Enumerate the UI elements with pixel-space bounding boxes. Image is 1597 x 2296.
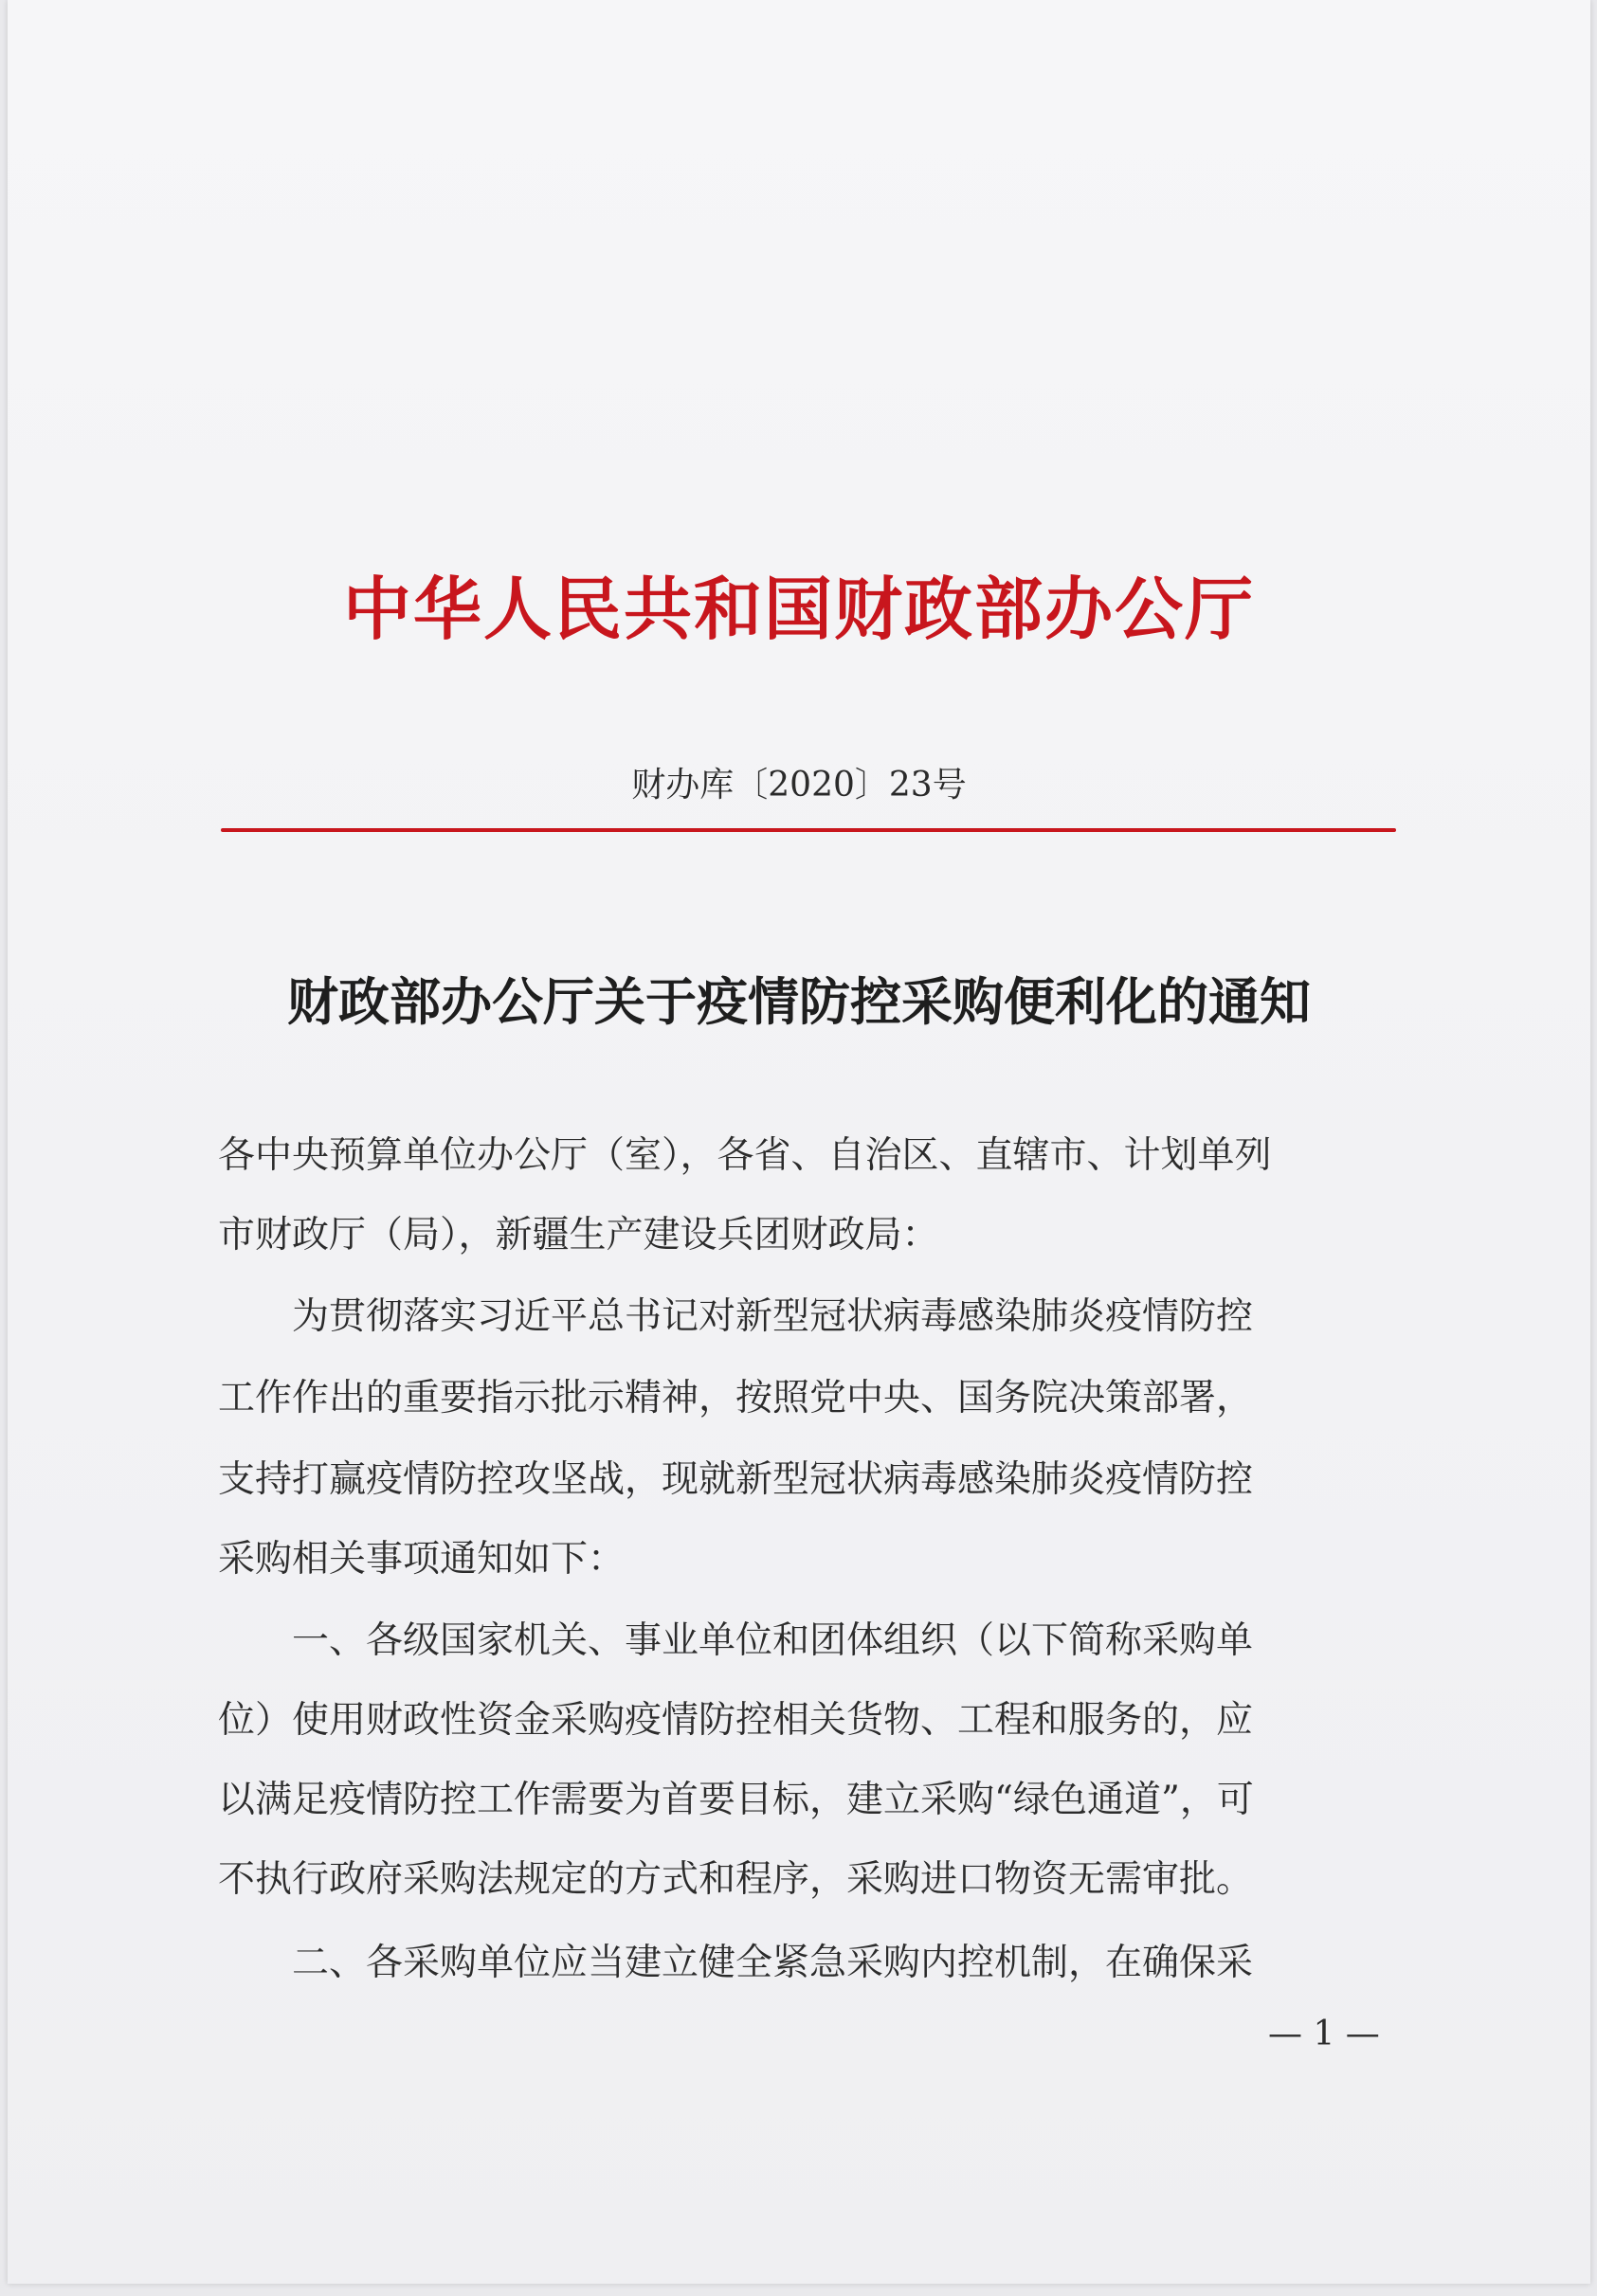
document-title: 财政部办公厅关于疫情防控采购便利化的通知 (287, 971, 1311, 1032)
body-line: 一、各级国家机关、事业单位和团体组织（以下简称采购单 (218, 1619, 1254, 1662)
body-line: 采购相关事项通知如下： (218, 1538, 626, 1581)
body-line: 以满足疫情防控工作需要为首要目标，建立采购“绿色通道”，可 (218, 1779, 1254, 1821)
red-separator-line (221, 828, 1396, 832)
body-line: 二、各采购单位应当建立健全紧急采购内控机制，在确保采 (218, 1942, 1254, 1984)
issuer-letterhead: 中华人民共和国财政部办公厅 (342, 569, 1255, 649)
body-line: 工作作出的重要指示批示精神，按照党中央、国务院决策部署， (218, 1377, 1254, 1419)
body-line: 为贯彻落实习近平总书记对新型冠状病毒感染肺炎疫情防控 (218, 1295, 1254, 1338)
body-line: 市财政厅（局），新疆生产建设兵团财政局： (218, 1214, 939, 1256)
body-line: 支持打赢疫情防控攻坚战，现就新型冠状病毒感染肺炎疫情防控 (218, 1458, 1254, 1501)
body-line: 不执行政府采购法规定的方式和程序，采购进口物资无需审批。 (218, 1858, 1254, 1901)
body-line: 位）使用财政性资金采购疫情防控相关货物、工程和服务的，应 (218, 1699, 1254, 1742)
document-number: 财办库〔2020〕23号 (631, 766, 967, 805)
document-page (8, 0, 1590, 2284)
page-number: — 1 — (1268, 2015, 1380, 2053)
body-line: 各中央预算单位办公厅（室），各省、自治区、直辖市、计划单列 (218, 1134, 1272, 1177)
